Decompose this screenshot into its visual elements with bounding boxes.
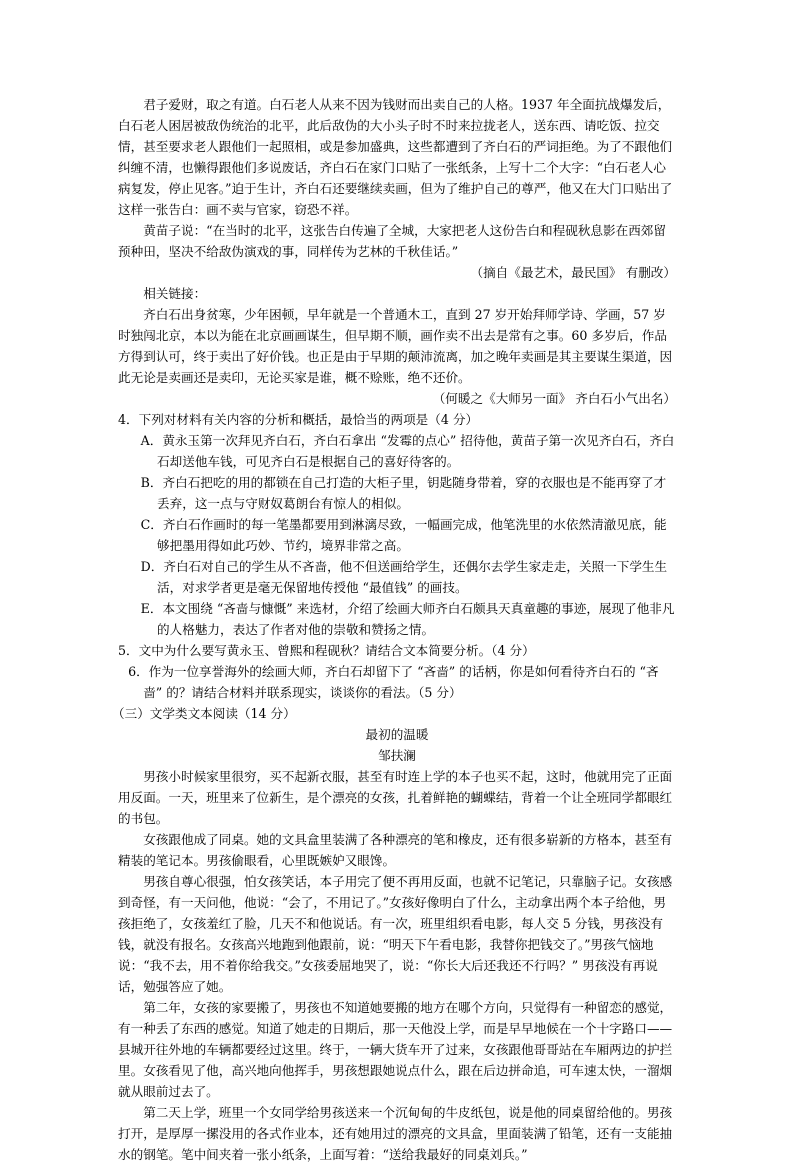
question-5: 5．文中为什么要写黄永玉、曾熙和程砚秋？请结合文本简要分析。（4 分） <box>118 643 535 658</box>
source-citation: （何暖之《大师另一面》 齐白石小气出名） <box>432 391 676 406</box>
section-heading: （三）文学类文本阅读（14 分） <box>112 706 296 721</box>
question-6: 6．作为一位享誉海外的绘画大师，齐白石却留下了 “吝啬” 的话柄，你是如何看待齐白石的 “吝啬” 的？请结合材料并联系现实，谈谈你的看法。（5 分） <box>128 664 659 700</box>
question-4-option-c: C．齐白石作画时的每一笔墨都要用到淋漓尽致，一幅画完成，他笔洗里的水依然清澈见底，能够把墨用得如此巧妙、节约，境界非常之高。 <box>140 517 667 553</box>
passage-paragraph: 黄苗子说：“在当时的北平，这张告白传遍了全城，大家把老人这份告白和程砚秋息影在西郊留预种田，坚决不给敌伪演戏的事，同样传为艺林的千秋佳话。” <box>118 223 666 259</box>
story-paragraph: 第二年，女孩的家要搬了，男孩也不知道她要搬的地方在哪个方向，只觉得有一种留恋的感觉，有一种丢了东西的感觉。知道了她走的日期后，那一天他没上学，而是早早地候在一个十字路口——县城开往外地的车辆都要经过这里。终于，一辆大货车开了过来，女孩跟他哥哥站在车厢两边的护拦里。女孩看见了他，高兴地向他挥手，男孩想跟她说点什么，跟在后边拼命追，可车速太快，一溜烟就从眼前过去了。 <box>118 1000 673 1099</box>
story-author: 邹扶澜 <box>378 748 416 763</box>
question-4-option-d: D．齐白石对自己的学生从不吝啬，他不但送画给学生，还偶尔去学生家走走，关照一下学生生活，对求学者更是毫无保留地传授他 “最值钱” 的画技。 <box>140 559 668 595</box>
story-paragraph: 男孩小时候家里很穷，买不起新衣服，甚至有时连上学的本子也买不起，这时，他就用完了正面用反面。一天，班里来了位新生，是个漂亮的女孩，扎着鲜艳的蝴蝶结，背着一个让全班同学都眼红的书包。 <box>118 769 673 826</box>
question-4-option-b: B．齐白石把吃的用的都锁在自己打造的大柜子里，钥匙随身带着，穿的衣服也是不能再穿了才丢弃，这一点与守财奴葛朗台有惊人的相似。 <box>140 475 667 511</box>
question-4-option-e: E．本文围绕 “吝啬与慷慨” 来选材，介绍了绘画大师齐白石颇具天真童趣的事迹，展现了他非凡的人格魅力，表达了作者对他的崇敬和赞扬之情。 <box>140 601 675 637</box>
related-link-text: 齐白石出身贫寒，少年困顿，早年就是一个普通木工，直到 27 岁开始拜师学诗、学画，57 岁时独闯北京，本以为能在北京画画谋生，但早期不顺，画作卖不出去是常有之事。60 多岁后，作品方得到认可，终于卖出了好价钱。也正是由于早期的颠沛流离，加之晚年卖画是其主要谋生渠道，因此无论是卖画还是卖印，无论买家是谁，概不赊账，绝不还价。 <box>118 307 673 385</box>
story-paragraph: 女孩跟他成了同桌。她的文具盒里装满了各种漂亮的笔和橡皮，还有很多崭新的方格本，甚至有精装的笔记本。男孩偷眼看，心里既嫉妒又眼馋。 <box>118 832 673 868</box>
story-paragraph: 第二天上学，班里一个女同学给男孩送来一个沉甸甸的牛皮纸包，说是他的同桌留给他的。男孩打开，是厚厚一摞没用的各式作业本，还有她用过的漂亮的文具盒，里面装满了铅笔，还有一支能抽水的钢笔。笔中间夹着一张小纸条，上面写着：“送给我最好的同桌刘兵。” <box>118 1105 673 1162</box>
document-page <box>112 94 676 1165</box>
story-paragraph: 男孩自尊心很强，怕女孩笑话，本子用完了便不再用反面，也就不记笔记，只靠脑子记。女孩感到奇怪，有一天问他，他说：“会了，不用记了。”女孩好像明白了什么，主动拿出两个本子给他，男孩拒绝了，女孩羞红了脸，几天不和他说话。有一次，班里组织看电影，每人交 5 分钱，男孩没有钱，就没有报名。女孩高兴地跑到他跟前，说：“明天下午看电影，我替你把钱交了。”男孩气恼地说：“我不去，用不着你给我交。”女孩委屈地哭了，说：“你长大后还我还不行吗？” 男孩没有再说话，勉强答应了她。 <box>118 874 673 994</box>
passage-paragraph: 君子爱财，取之有道。白石老人从来不因为钱财而出卖自己的人格。1937 年全面抗战爆发后，白石老人困居被敌伪统治的北平，此后敌伪的大小头子时不时来拉拢老人，送东西、请吃饭、拉交情，甚至要求老人跟他们一起照相，或是参加盛典，这些都遭到了齐白石的严词拒绝。为了不跟他们纠缠不清，也懒得跟他们多说废话，齐白石在家门口贴了一张纸条，上写十二个大字：“白石老人心病复发，停止见客。”迫于生计，齐白石还要继续卖画，但为了维护自己的尊严，他又在大门口贴出了这样一张告白：画不卖与官家，窃恐不祥。 <box>118 97 673 217</box>
question-4-stem: 4．下列对材料有关内容的分析和概括，最恰当的两项是（4 分） <box>118 412 479 427</box>
question-4-option-a: A．黄永玉第一次拜见齐白石，齐白石拿出 “发霉的点心” 招待他，黄苗子第一次见齐白石，齐白石却送他车钱，可见齐白石是根据自己的喜好待客的。 <box>140 433 675 469</box>
related-link-heading: 相关链接： <box>143 286 207 301</box>
source-citation: （摘自《最艺术，最民国》 有删改） <box>470 265 676 280</box>
story-title: 最初的温暖 <box>365 727 429 742</box>
